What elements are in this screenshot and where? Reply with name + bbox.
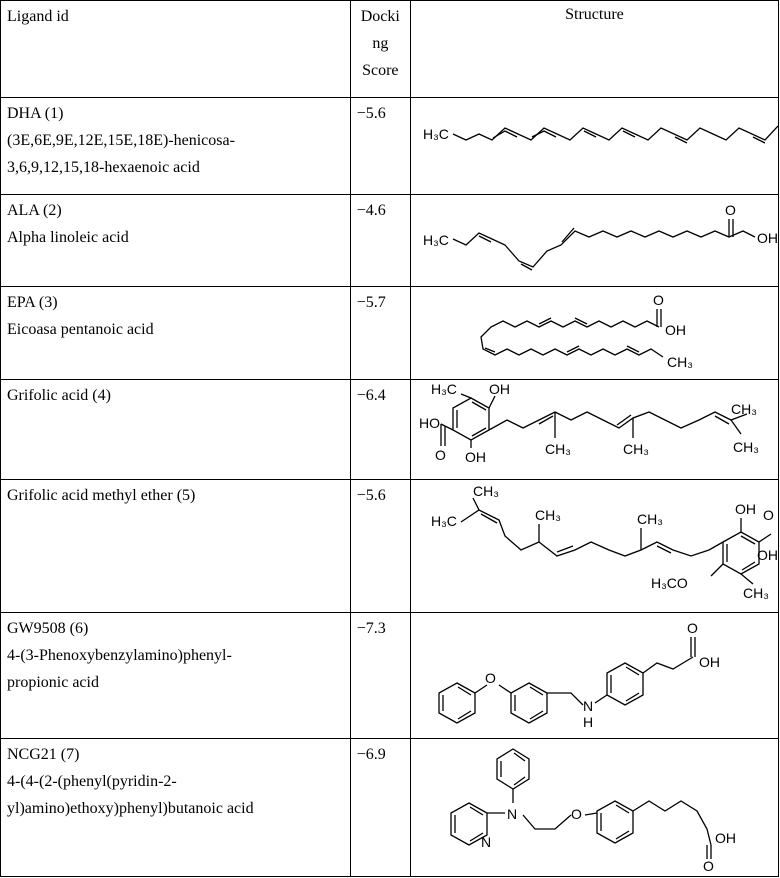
docking-score: −5.6	[356, 105, 386, 122]
ch3-label: CH₃	[732, 439, 759, 455]
epa-structure	[411, 287, 780, 377]
table-row	[1, 480, 779, 613]
dha-structure	[411, 98, 780, 192]
ch3-label: CH₃	[544, 441, 571, 457]
ligand-cell	[1, 195, 351, 287]
ligand-name: EPA (3)	[7, 294, 58, 311]
oh-label: OH	[464, 449, 486, 465]
structure-cell	[410, 380, 778, 480]
gw9508-structure	[411, 613, 780, 735]
ala-structure	[411, 195, 780, 285]
ligand-name: GW9508 (6)	[7, 620, 89, 637]
ligand-description: (3E,6E,9E,12E,15E,18E)-henicosa-	[7, 132, 235, 149]
ch3-label: CH₃	[666, 354, 693, 370]
docking-score: −6.9	[356, 746, 386, 763]
ligand-description: propionic acid	[7, 674, 99, 691]
structure-cell	[410, 613, 778, 739]
score-cell	[350, 480, 410, 613]
nitrogen-label: N	[506, 806, 518, 822]
header-docking-score	[350, 1, 410, 98]
oh-label: OH	[488, 381, 510, 397]
oxygen-label: O	[702, 858, 714, 873]
structure-cell	[410, 195, 778, 287]
oxygen-label: O	[434, 447, 446, 463]
table-row	[1, 287, 779, 380]
ch3-label: CH₃	[636, 511, 663, 527]
header-docking-line: Score	[362, 62, 399, 79]
grifolic-acid-structure	[411, 380, 780, 478]
hydrogen-label: H	[582, 714, 594, 730]
header-structure: Structure	[410, 1, 778, 98]
ligand-cell	[1, 739, 351, 877]
ligand-cell	[1, 98, 351, 195]
oh-label: OH	[664, 322, 686, 338]
score-cell	[350, 98, 410, 195]
table-row	[1, 195, 779, 287]
oxygen-label: O	[724, 202, 736, 218]
table-row	[1, 98, 779, 195]
ligand-description: yl)amino)ethoxy)phenyl)butanoic acid	[7, 800, 254, 817]
oh-label: OH	[698, 654, 720, 670]
header-ligand-id: Ligand id	[1, 1, 351, 98]
ligand-description: 4-(4-(2-(phenyl(pyridin-2-	[7, 773, 177, 790]
table-row	[1, 739, 779, 877]
ncg21-structure	[411, 739, 780, 873]
structure-cell	[410, 739, 778, 877]
ch3-label: CH₃	[534, 507, 561, 523]
score-cell	[350, 380, 410, 480]
header-docking-line: Docki	[360, 8, 400, 25]
nitrogen-label: N	[480, 834, 492, 850]
ligand-name: Grifolic acid (4)	[7, 387, 111, 404]
score-cell	[350, 739, 410, 877]
ligand-name: Grifolic acid methyl ether (5)	[7, 487, 196, 504]
ligand-description: 4-(3-Phenoxybenzylamino)phenyl-	[7, 647, 232, 664]
ligand-cell	[1, 287, 351, 380]
structure-cell	[410, 98, 778, 195]
score-cell	[350, 613, 410, 739]
ligand-cell	[1, 380, 351, 480]
h3co-label: H₃CO	[650, 575, 688, 591]
docking-score: −4.6	[356, 202, 386, 219]
ligand-name: DHA (1)	[7, 105, 64, 122]
docking-score: −7.3	[356, 620, 386, 637]
header-row	[1, 1, 779, 98]
docking-score: −6.4	[356, 387, 386, 404]
structure-cell	[410, 287, 778, 380]
ligand-name: ALA (2)	[7, 202, 62, 219]
oh-label: OH	[756, 230, 778, 246]
ligand-name: NCG21 (7)	[7, 746, 80, 763]
grifolic-methyl-ether-structure	[411, 480, 780, 610]
oxygen-label: O	[652, 292, 664, 308]
oxygen-label: O	[686, 620, 698, 636]
ch3-label: CH₃	[730, 401, 757, 417]
ligand-description: Alpha linoleic acid	[7, 229, 129, 246]
docking-score: −5.6	[356, 487, 386, 504]
score-cell	[350, 195, 410, 287]
ligand-description: Eicoasa pentanoic acid	[7, 321, 154, 338]
score-cell	[350, 287, 410, 380]
oh-label: OH	[756, 547, 778, 563]
table-row	[1, 380, 779, 480]
h3c-label: H₃C	[422, 126, 449, 142]
oh-label: OH	[734, 501, 756, 517]
oh-label: OH	[714, 830, 736, 846]
oxygen-label: O	[484, 670, 496, 686]
docking-score: −5.7	[356, 294, 386, 311]
structure-cell	[410, 480, 778, 613]
oxygen-label: O	[762, 507, 774, 523]
header-docking-line: ng	[372, 35, 389, 52]
ligand-cell	[1, 480, 351, 613]
oxygen-label: O	[570, 806, 582, 822]
ch3-label: CH₃	[622, 441, 649, 457]
ho-label: HO	[418, 415, 440, 431]
table-row	[1, 613, 779, 739]
ch3-label: CH₃	[742, 585, 769, 601]
ligand-description: 3,6,9,12,15,18-hexaenoic acid	[7, 159, 200, 176]
h3c-label: H₃C	[430, 381, 457, 397]
h3c-label: H₃C	[422, 232, 449, 248]
nitrogen-label: N	[582, 698, 594, 714]
h3c-label: H₃C	[430, 513, 457, 529]
ch3-label: CH₃	[472, 483, 499, 499]
ligand-cell	[1, 613, 351, 739]
